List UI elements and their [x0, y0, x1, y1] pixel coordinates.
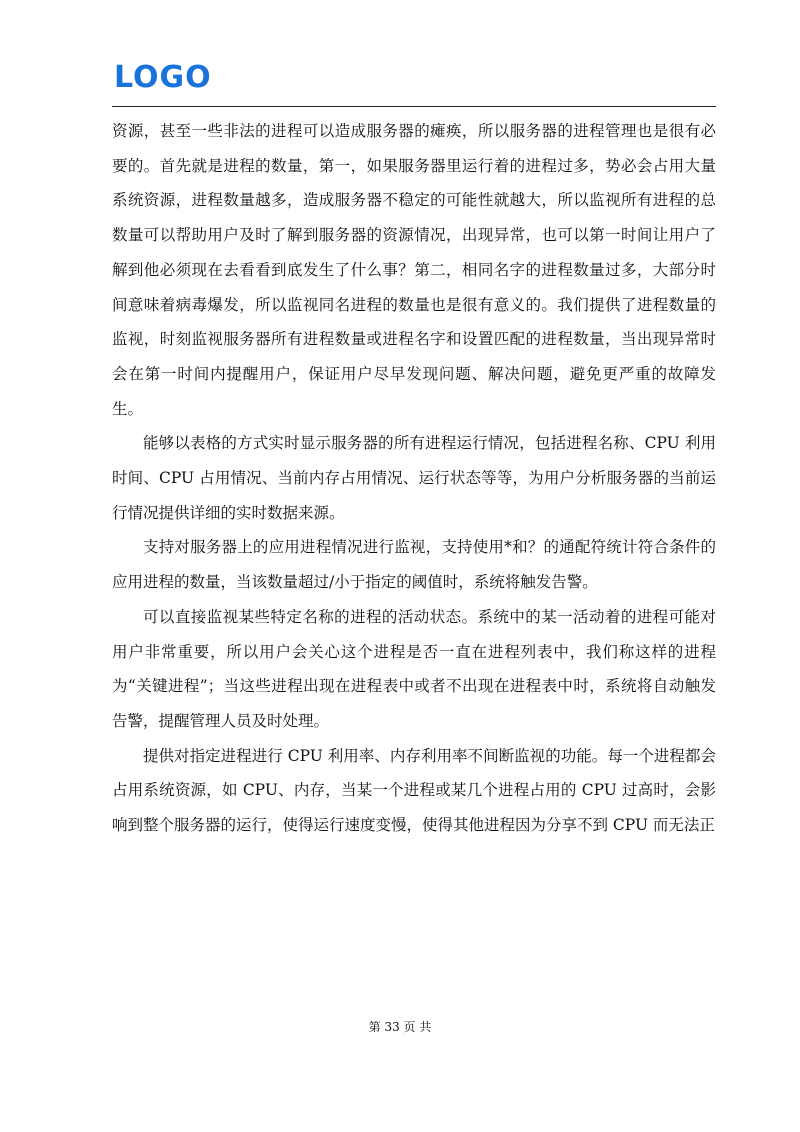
paragraph-cpu-memory: 提供对指定进程进行 CPU 利用率、内存利用率不间断监视的功能。每一个进程都会占用系统资源，如 CPU、内存，当某一个进程或某几个进程占用的 CPU 过高时，会影响到整个服务器的运行，使得运行速度变慢，使得其他进程因为分享不到 CPU 而无法正 [112, 746, 716, 835]
page-number-label: 第 33 页 共 [368, 1020, 432, 1034]
paragraph-continued: 资源，甚至一些非法的进程可以造成服务器的瘫痪，所以服务器的进程管理也是很有必要的。首先就是进程的数量，第一，如果服务器里运行着的进程过多，势必会占用大量系统资源，进程数量越多，造成服务器不稳定的可能性就越大，所以监视所有进程的总数量可以帮助用户及时了解到服务器的资源情况，出现异常，也可以第一时间让用户了解到他必须现在去看看到底发生了什么事？第二，相同名字的进程数量过多，大部分时间意味着病毒爆发，所以监视同名进程的数量也是很有意义的。我们提供了进程数量的监视，时刻监视服务器所有进程数量或进程名字和设置匹配的进程数量，当出现异常时会在第一时间内提醒用户，保证用户尽早发现问题、解决问题，避免更严重的故障发生。 [112, 122, 716, 418]
document-body [112, 114, 716, 843]
page-header [112, 60, 716, 107]
paragraph-key-process: 可以直接监视某些特定名称的进程的活动状态。系统中的某一活动着的进程可能对用户非常重要，所以用户会关心这个进程是否一直在进程列表中，我们称这样的进程为“关键进程”；当这些进程出现在进程表中或者不出现在进程表中时，系统将自动触发告警，提醒管理人员及时处理。 [112, 607, 716, 730]
paragraph-wildcard-monitor: 支持对服务器上的应用进程情况进行监视，支持使用*和？的通配符统计符合条件的应用进程的数量，当该数量超过/小于指定的阈值时，系统将触发告警。 [112, 538, 716, 592]
paragraph-process-table: 能够以表格的方式实时显示服务器的所有进程运行情况，包括进程名称、CPU 利用时间、CPU 占用情况、当前内存占用情况、运行状态等等，为用户分析服务器的当前运行情况提供详细的实时数据来源。 [112, 434, 716, 522]
page-footer [0, 1019, 800, 1035]
logo: LOGO [114, 60, 212, 95]
